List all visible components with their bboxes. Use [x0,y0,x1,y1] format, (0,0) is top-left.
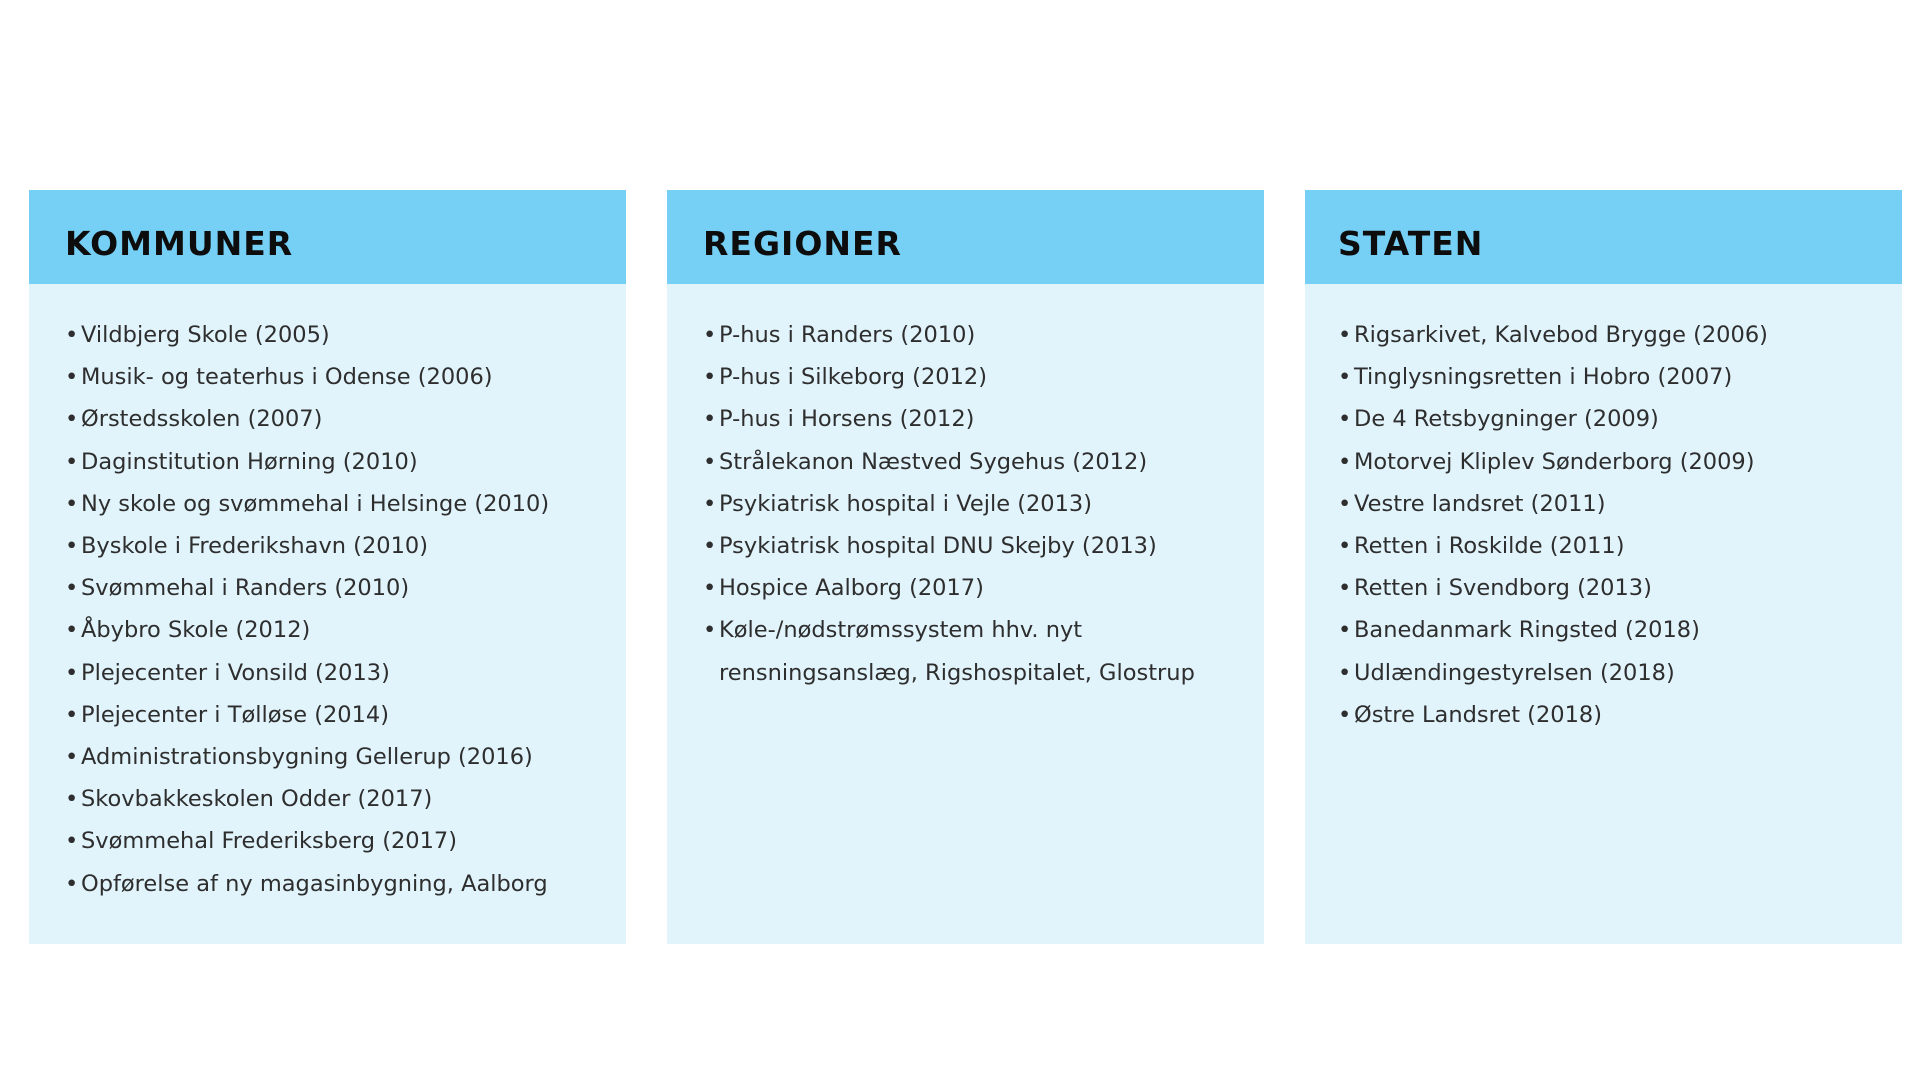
list-item-text: Byskole i Frederikshavn (2010) [81,533,428,560]
column-kommuner [29,190,626,944]
list-item [65,356,626,398]
list-item-text: Køle-/nødstrømssystem hhv. nyt rensningsanslæg, Rigshospitalet, Glostrup [719,617,1195,686]
bullet: • [703,322,717,348]
bullet: • [65,490,79,517]
list-item-text: Ny skole og svømmehal i Helsinge (2010) [81,490,550,517]
list-item [1338,483,1902,525]
bullet: • [703,448,717,475]
list-item [703,609,1264,693]
list-item-text: Plejecenter i Tølløse (2014) [81,701,390,728]
list-item [65,314,626,356]
list-item-text: P-hus i Randers (2010) [719,322,976,348]
bullet: • [1338,490,1352,517]
list-item [65,398,626,440]
bullet: • [65,786,79,813]
list-item-text: Udlændingestyrelsen (2018) [1354,659,1675,686]
list-item-text: Psykiatrisk hospital i Vejle (2013) [719,490,1093,517]
list-item [703,441,1264,483]
list-item [65,863,626,905]
bullet: • [65,575,79,602]
list-item [703,398,1264,440]
bullet: • [65,744,79,771]
bullet: • [65,448,79,475]
list-item [65,441,626,483]
bullet: • [1338,406,1352,433]
bullet: • [703,490,717,517]
list-item [1338,652,1902,694]
list-item-text: Åbybro Skole (2012) [81,617,311,644]
bullet: • [65,870,79,897]
bullet: • [65,533,79,560]
list-item-text: Østre Landsret (2018) [1354,701,1602,728]
bullet: • [703,617,717,644]
list-item [703,567,1264,609]
list-item-text: Svømmehal Frederiksberg (2017) [81,828,458,855]
list-item [703,525,1264,567]
bullet: • [1338,701,1352,728]
list-item [1338,694,1902,736]
bullet: • [65,659,79,686]
list-item [703,483,1264,525]
list-item-text: Musik- og teaterhus i Odense (2006) [81,364,493,391]
list-item [703,314,1264,356]
list-item-text: Daginstitution Hørning (2010) [81,448,418,475]
list-item [65,483,626,525]
column-title: STATEN [1338,223,1484,263]
bullet: • [703,575,717,602]
column-header [667,190,1264,284]
list-item [65,736,626,778]
list-item [1338,398,1902,440]
bullet: • [1338,448,1352,475]
bullet: • [1338,364,1352,391]
project-list [29,284,626,905]
bullet: • [1338,617,1352,644]
bullet: • [1338,322,1352,348]
list-item-text: Opførelse af ny magasinbygning, Aalborg [81,870,548,897]
bullet: • [65,322,79,348]
list-item [65,652,626,694]
bullet: • [1338,575,1352,602]
list-item-text: Vildbjerg Skole (2005) [81,322,330,348]
list-item [65,820,626,862]
column-header [29,190,626,284]
bullet: • [703,533,717,560]
bullet: • [703,406,717,433]
list-item [65,609,626,651]
bullet: • [65,364,79,391]
list-item-text: Skovbakkeskolen Odder (2017) [81,786,433,813]
list-item [1338,609,1902,651]
list-item-text: Banedanmark Ringsted (2018) [1354,617,1700,644]
column-title: REGIONER [703,223,902,263]
list-item [1338,525,1902,567]
column-title: KOMMUNER [65,223,294,263]
list-item-text: De 4 Retsbygninger (2009) [1354,406,1659,433]
bullet: • [703,364,717,391]
column-staten [1305,190,1902,944]
list-item-text: Administrationsbygning Gellerup (2016) [81,744,533,771]
list-item-text: Hospice Aalborg (2017) [719,575,984,602]
project-list [667,284,1264,694]
list-item [65,567,626,609]
bullet: • [1338,659,1352,686]
list-item [1338,441,1902,483]
list-item-text: Rigsarkivet, Kalvebod Brygge (2006) [1354,322,1768,348]
list-item [703,356,1264,398]
list-item-text: Ørstedsskolen (2007) [81,406,323,433]
list-item [65,778,626,820]
list-item [1338,567,1902,609]
list-item-text: Tinglysningsretten i Hobro (2007) [1354,364,1733,391]
list-item-text: Svømmehal i Randers (2010) [81,575,410,602]
list-item [65,694,626,736]
list-item [1338,314,1902,356]
list-item-text: Psykiatrisk hospital DNU Skejby (2013) [719,533,1157,560]
list-item-text: Retten i Svendborg (2013) [1354,575,1652,602]
bullet: • [65,828,79,855]
column-regioner [667,190,1264,944]
list-item-text: Motorvej Kliplev Sønderborg (2009) [1354,448,1755,475]
list-item-text: Strålekanon Næstved Sygehus (2012) [719,448,1148,475]
project-list [1305,284,1902,736]
list-item-text: Vestre landsret (2011) [1354,490,1606,517]
list-item-text: Retten i Roskilde (2011) [1354,533,1625,560]
list-item [65,525,626,567]
bullet: • [65,617,79,644]
bullet: • [65,701,79,728]
bullet: • [65,406,79,433]
list-item [1338,356,1902,398]
list-item-text: Plejecenter i Vonsild (2013) [81,659,390,686]
bullet: • [1338,533,1352,560]
list-item-text: P-hus i Horsens (2012) [719,406,975,433]
list-item-text: P-hus i Silkeborg (2012) [719,364,988,391]
column-header [1305,190,1902,284]
